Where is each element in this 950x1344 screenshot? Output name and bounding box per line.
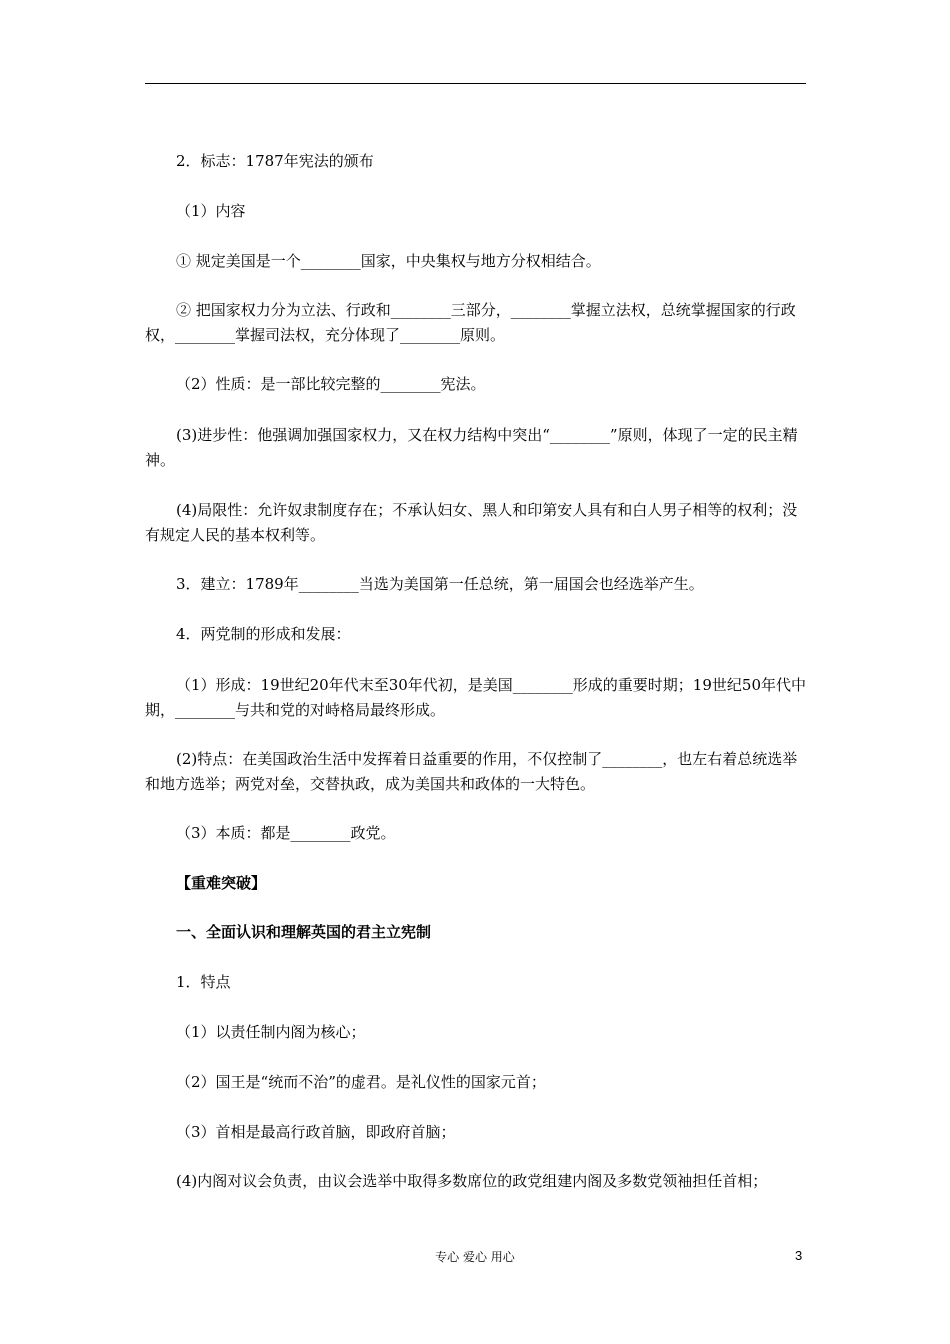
paragraph-essence: （3）本质：都是________政党。 bbox=[176, 824, 396, 842]
section-heading-key-points: 【重难突破】 bbox=[176, 874, 267, 892]
paragraph-feature-3: （3）首相是最高行政首脑，即政府首脑； bbox=[176, 1123, 456, 1141]
header-rule bbox=[145, 83, 806, 84]
paragraph-establishment: 3．建立：1789年________当选为美国第一任总统，第一届国会也经选举产生。 bbox=[176, 575, 704, 593]
page-number: 3 bbox=[795, 1248, 803, 1263]
paragraph-marker: 2．标志：1787年宪法的颁布 bbox=[176, 152, 374, 170]
paragraph-progress: (3)进步性：他强调加强国家权力，又在权力结构中突出“________”原则，体现了一定的民主精神。 bbox=[145, 426, 798, 469]
paragraph-content-1: ① 规定美国是一个________国家，中央集权与地方分权相结合。 bbox=[176, 252, 601, 270]
paragraph-content-2: ② 把国家权力分为立法、行政和________三部分，________掌握立法权，总统掌握国家的行政权，________掌握司法权，充分体现了________原则。 bbox=[145, 301, 796, 344]
paragraph-features-heading: 1．特点 bbox=[176, 973, 231, 991]
paragraph-content-heading: （1）内容 bbox=[176, 202, 246, 220]
footer-motto: 专心 爱心 用心 bbox=[435, 1250, 515, 1264]
paragraph-formation: （1）形成：19世纪20年代末至30年代初，是美国________形成的重要时期；19世纪50年代中期，________与共和党的对峙格局最终形成。 bbox=[145, 676, 806, 719]
paragraph-feature-4: (4)内阁对议会负责，由议会选举中取得多数席位的政党组建内阁及多数党领袖担任首相； bbox=[176, 1172, 768, 1190]
paragraph-nature: （2）性质：是一部比较完整的________宪法。 bbox=[176, 375, 486, 393]
section-heading-british-monarchy: 一、全面认识和理解英国的君主立宪制 bbox=[176, 923, 432, 941]
paragraph-feature-2: （2）国王是“统而不治”的虚君。是礼仪性的国家元首； bbox=[176, 1073, 546, 1091]
paragraph-limitation: (4)局限性：允许奴隶制度存在；不承认妇女、黑人和印第安人具有和白人男子相等的权利；没有规定人民的基本权利等。 bbox=[145, 501, 798, 544]
paragraph-feature-1: （1）以责任制内阁为核心； bbox=[176, 1023, 366, 1041]
paragraph-two-party: 4．两党制的形成和发展： bbox=[176, 625, 351, 643]
paragraph-features: (2)特点：在美国政治生活中发挥着日益重要的作用，不仅控制了________，也左右着总统选举和地方选举；两党对垒，交替执政，成为美国共和政体的一大特色。 bbox=[145, 750, 798, 793]
